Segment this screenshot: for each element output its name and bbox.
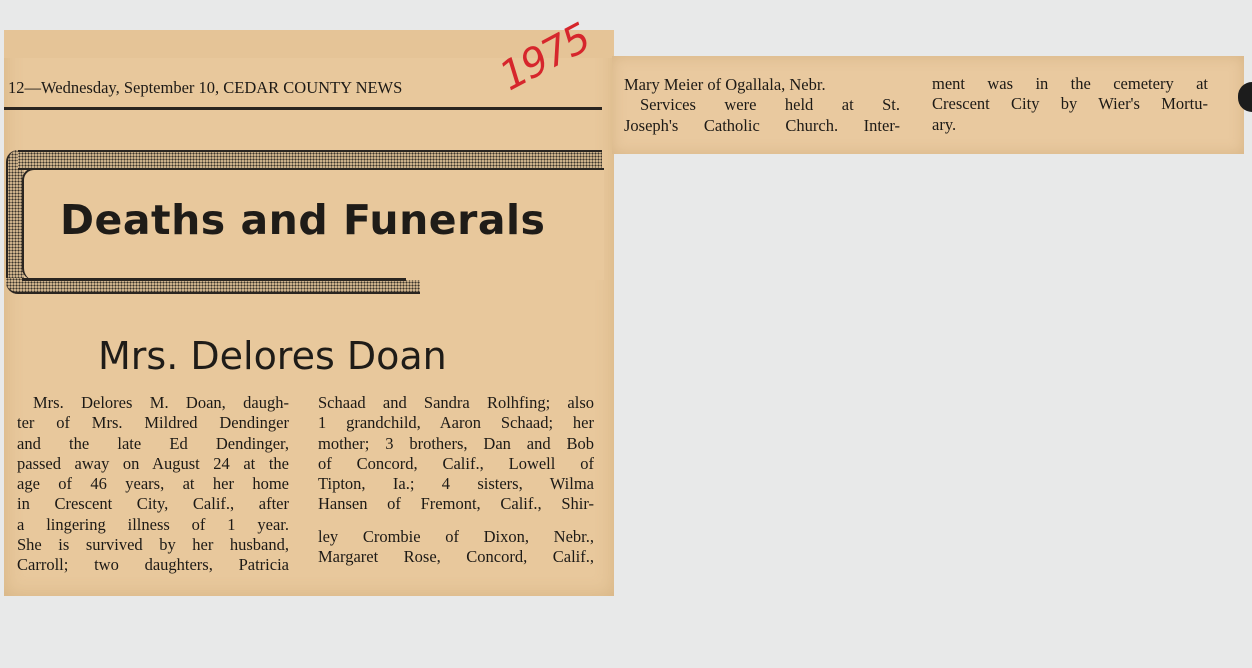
text-line: ary. xyxy=(932,114,957,134)
text-line: ter of Mrs. Mildred Dendinger xyxy=(17,413,289,433)
banner-border-top xyxy=(18,150,602,170)
obituary-column-3 xyxy=(624,75,900,136)
text-line: She is survived by her husband, xyxy=(17,535,289,555)
handwritten-year-annotation: 1975 xyxy=(492,15,597,101)
text-line: Tipton, Ia.; 4 sisters, Wilma xyxy=(318,474,594,494)
obituary-column-4 xyxy=(932,74,1208,135)
text-line: Schaad and Sandra Rolhfing; also xyxy=(318,393,594,412)
text-line: Crescent City by Wier's Mortu- xyxy=(932,94,1208,114)
text-line: of Concord, Calif., Lowell of xyxy=(318,453,594,473)
text-line: mother; 3 brothers, Dan and Bob xyxy=(318,433,594,453)
page-masthead: 12—Wednesday, September 10, CEDAR COUNTY NEWS xyxy=(8,78,403,97)
obituary-column-2 xyxy=(318,393,594,567)
obituary-headline: Mrs. Delores Doan xyxy=(98,334,447,378)
text-line: Carroll; two daughters, Patricia xyxy=(17,555,289,575)
text-line: ment was in the cemetery at xyxy=(932,74,1208,93)
text-line: Services were held at St. xyxy=(640,95,900,115)
text-line: ley Crombie of Dixon, Nebr., xyxy=(318,526,594,546)
section-title: Deaths and Funerals xyxy=(60,196,546,244)
text-line: Mrs. Delores M. Doan, daugh- xyxy=(33,393,289,412)
text-line: 1 grandchild, Aaron Schaad; her xyxy=(318,413,594,433)
text-line: Margaret Rose, Concord, Calif., xyxy=(318,547,594,567)
obituary-column-1 xyxy=(17,393,289,576)
text-line: passed away on August 24 at the xyxy=(17,453,289,473)
banner-underline xyxy=(22,274,406,281)
text-line: Joseph's Catholic Church. Inter- xyxy=(624,115,900,135)
text-line: a lingering illness of 1 year. xyxy=(17,514,289,534)
text-line: age of 46 years, at her home xyxy=(17,474,289,494)
masthead-rule xyxy=(4,107,602,110)
text-line: in Crescent City, Calif., after xyxy=(17,494,289,514)
text-line: and the late Ed Dendinger, xyxy=(17,433,289,453)
text-line: Hansen of Fremont, Calif., Shir- xyxy=(318,494,594,514)
text-line: Mary Meier of Ogallala, Nebr. xyxy=(624,75,826,94)
